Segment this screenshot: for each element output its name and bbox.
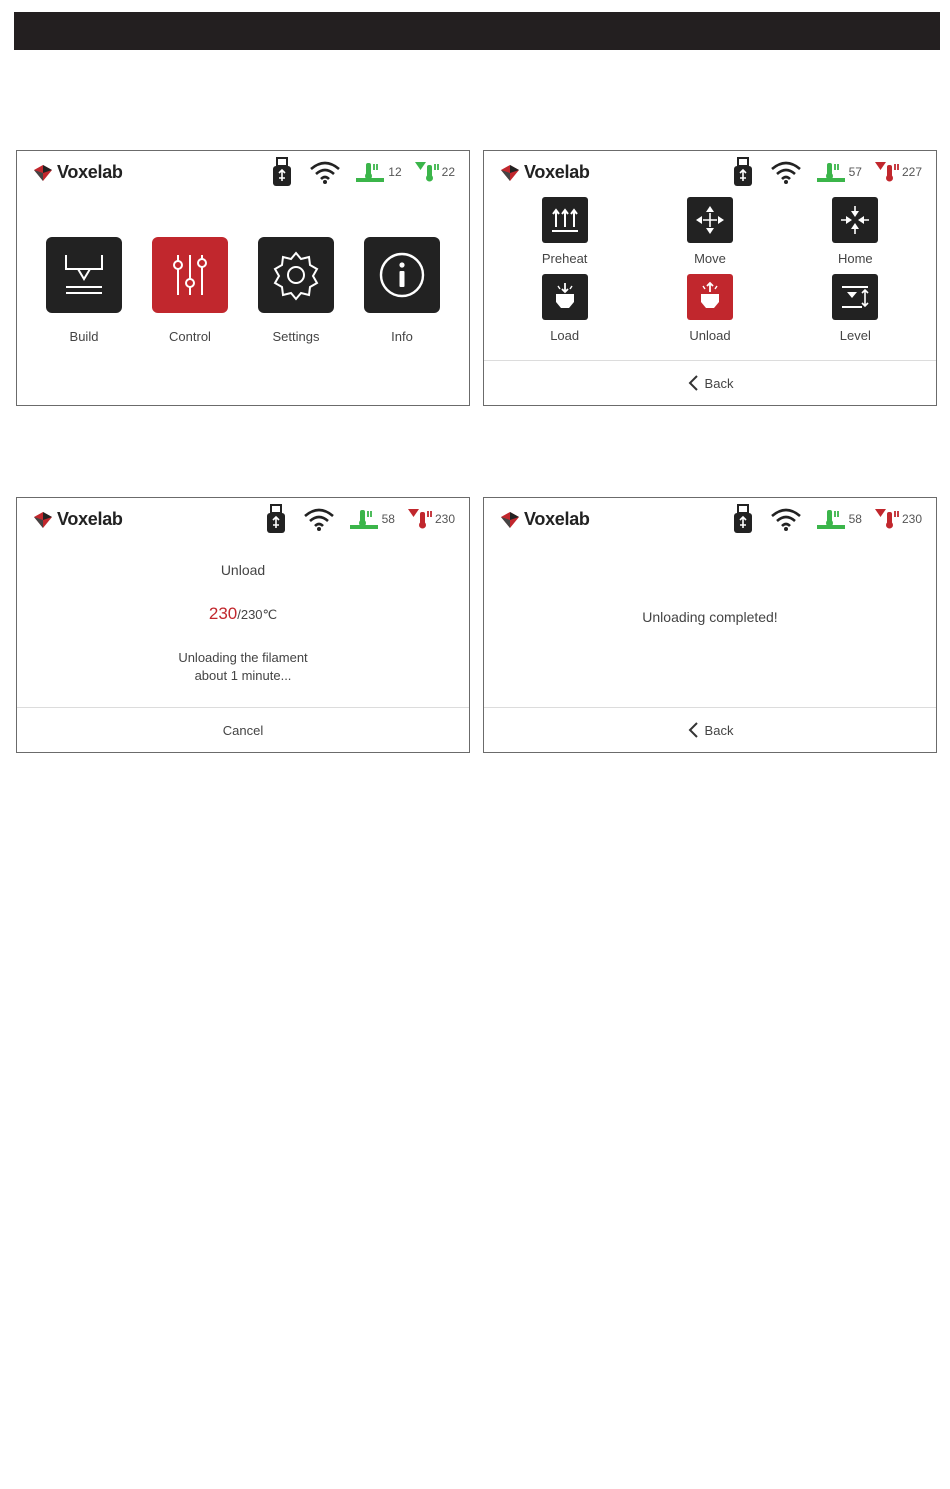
wifi-icon[interactable] — [309, 160, 341, 184]
bed-temp-indicator — [816, 507, 862, 531]
back-label: Back — [704, 722, 734, 738]
grid-item-preheat[interactable] — [492, 197, 637, 266]
menu-item-label: Build — [69, 329, 99, 344]
home-arrows-icon — [838, 203, 872, 237]
nozzle-temp-value: 22 — [441, 165, 455, 179]
menu-item-settings[interactable] — [251, 237, 341, 344]
grid-item-label: Home — [837, 251, 873, 266]
unload-filament-icon — [693, 280, 727, 314]
page-header-bar — [14, 12, 940, 50]
grid-item-level[interactable] — [783, 274, 928, 343]
level-tile[interactable] — [832, 274, 878, 320]
preheat-icon — [548, 203, 582, 237]
chevron-left-icon — [687, 375, 699, 391]
usb-drive-icon[interactable] — [265, 504, 287, 534]
menu-item-control[interactable] — [145, 237, 235, 344]
control-grid — [484, 197, 936, 343]
print-nozzle-icon — [58, 249, 110, 301]
chevron-left-icon — [687, 722, 699, 738]
usb-drive-icon[interactable] — [271, 157, 293, 187]
info-tile[interactable] — [364, 237, 440, 313]
load-filament-icon — [548, 280, 582, 314]
bed-temp-indicator — [816, 160, 862, 184]
screen-unloading — [16, 497, 470, 753]
move-arrows-icon — [693, 203, 727, 237]
gear-icon — [270, 249, 322, 301]
bed-temp-value: 12 — [388, 165, 402, 179]
back-button[interactable] — [484, 707, 936, 752]
bed-temp-indicator — [349, 507, 395, 531]
nozzle-temp-readout — [17, 604, 469, 624]
bed-temperature-icon — [816, 160, 846, 184]
back-label: Back — [704, 375, 734, 391]
nozzle-temperature-icon — [407, 507, 433, 531]
nozzle-temperature-icon — [874, 507, 900, 531]
bed-temp-value: 58 — [381, 512, 395, 526]
sliders-icon — [164, 249, 216, 301]
home-tile[interactable] — [832, 197, 878, 243]
brand-logo — [33, 509, 123, 530]
voxelab-logo-icon — [33, 511, 53, 529]
nozzle-temp-indicator — [874, 507, 922, 531]
brand-name: Voxelab — [57, 162, 123, 182]
menu-item-label: Control — [169, 329, 211, 344]
brand-logo — [500, 162, 590, 183]
voxelab-logo-icon — [500, 511, 520, 529]
control-tile[interactable] — [152, 237, 228, 313]
screen-unload-complete — [483, 497, 937, 753]
bed-temp-value: 58 — [848, 512, 862, 526]
menu-item-label: Info — [391, 329, 413, 344]
back-button[interactable] — [484, 360, 936, 405]
status-message — [17, 649, 469, 685]
nozzle-temp-indicator — [407, 507, 455, 531]
status-message-line: about 1 minute... — [194, 668, 292, 683]
menu-item-build[interactable] — [39, 237, 129, 344]
screen-home — [16, 150, 470, 406]
menu-item-info[interactable] — [357, 237, 447, 344]
bed-temperature-icon — [816, 507, 846, 531]
wifi-icon[interactable] — [303, 507, 335, 531]
page-title: Unload — [220, 562, 266, 578]
move-tile[interactable] — [687, 197, 733, 243]
bed-temp-value: 57 — [848, 165, 862, 179]
build-tile[interactable] — [46, 237, 122, 313]
status-bar — [271, 157, 455, 187]
main-menu — [17, 237, 469, 344]
grid-item-label: Preheat — [541, 251, 588, 266]
level-bed-icon — [838, 280, 872, 314]
wifi-icon[interactable] — [770, 507, 802, 531]
nozzle-temp-value: 230 — [901, 512, 922, 526]
brand-name: Voxelab — [524, 509, 590, 529]
nozzle-temp-indicator — [874, 160, 922, 184]
info-icon — [376, 249, 428, 301]
brand-logo — [33, 162, 123, 183]
grid-item-home[interactable] — [783, 197, 928, 266]
wifi-icon[interactable] — [770, 160, 802, 184]
grid-item-unload[interactable] — [637, 274, 782, 343]
brand-logo — [500, 509, 590, 530]
status-message-line: Unloading the filament — [178, 650, 308, 665]
voxelab-logo-icon — [33, 164, 53, 182]
cancel-label: Cancel — [222, 722, 264, 738]
unload-tile[interactable] — [687, 274, 733, 320]
bed-temperature-icon — [349, 507, 379, 531]
nozzle-temp-indicator — [414, 160, 455, 184]
status-bar — [732, 157, 922, 187]
grid-item-load[interactable] — [492, 274, 637, 343]
load-tile[interactable] — [542, 274, 588, 320]
voxelab-logo-icon — [500, 164, 520, 182]
cancel-button[interactable] — [17, 707, 469, 752]
current-temp: 230 — [208, 604, 238, 623]
grid-item-label: Level — [839, 328, 871, 343]
nozzle-temperature-icon — [414, 160, 440, 184]
grid-item-label: Unload — [689, 328, 731, 343]
usb-drive-icon[interactable] — [732, 504, 754, 534]
grid-item-label: Load — [550, 328, 580, 343]
nozzle-temperature-icon — [874, 160, 900, 184]
bed-temperature-icon — [355, 160, 385, 184]
completion-message: Unloading completed! — [642, 609, 778, 625]
preheat-tile[interactable] — [542, 197, 588, 243]
bed-temp-indicator — [355, 160, 401, 184]
nozzle-temp-value: 227 — [901, 165, 922, 179]
menu-item-label: Settings — [272, 329, 320, 344]
nozzle-temp-value: 230 — [434, 512, 455, 526]
settings-tile[interactable] — [258, 237, 334, 313]
target-temp: /230℃ — [237, 607, 278, 622]
usb-drive-icon[interactable] — [732, 157, 754, 187]
status-bar — [732, 504, 922, 534]
screen-control — [483, 150, 937, 406]
status-bar — [265, 504, 455, 534]
brand-name: Voxelab — [524, 162, 590, 182]
grid-item-move[interactable] — [637, 197, 782, 266]
grid-item-label: Move — [694, 251, 726, 266]
brand-name: Voxelab — [57, 509, 123, 529]
